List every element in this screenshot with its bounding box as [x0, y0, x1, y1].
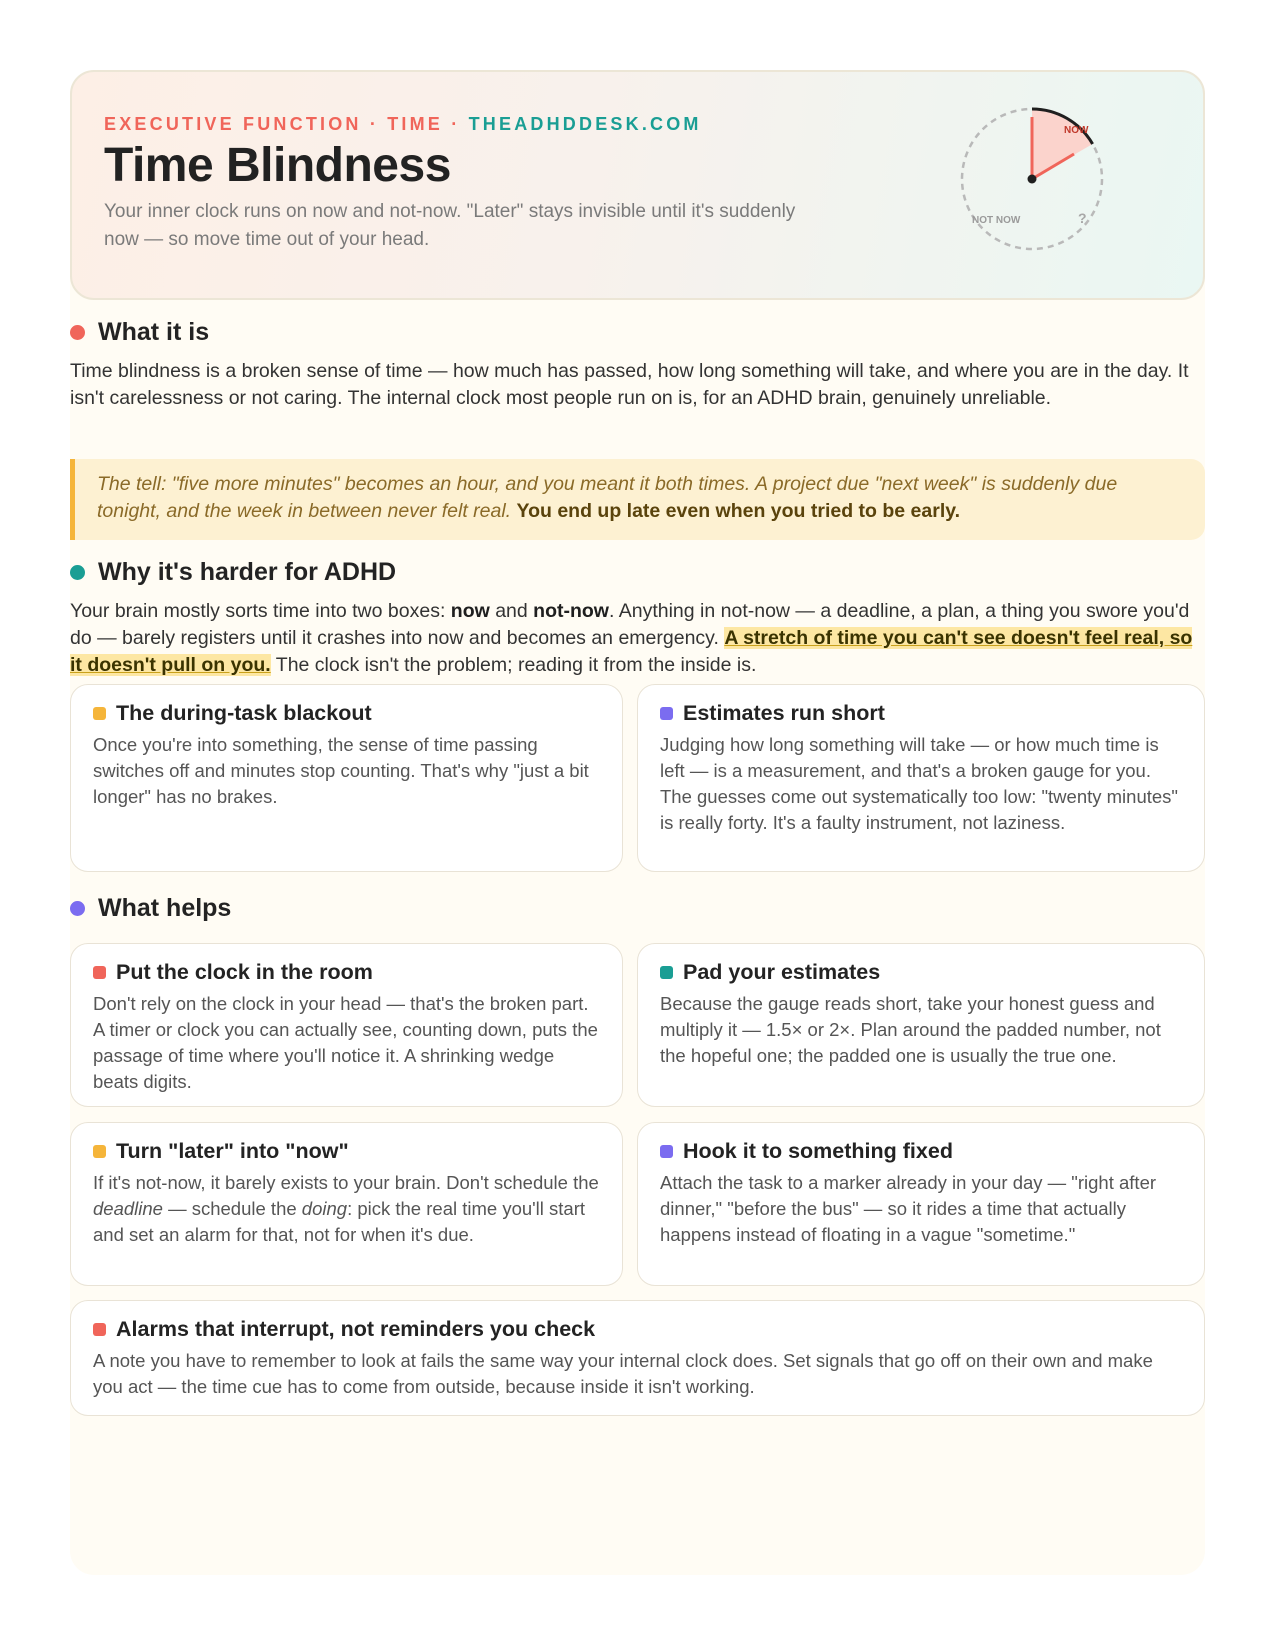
kicker — [104, 114, 702, 135]
card-body-text: If it's not-now, it barely exists to your brain. Don't schedule the — [93, 1172, 599, 1193]
why-bold-now: now — [450, 600, 490, 622]
callout-emphasis: You end up late even when you tried to be early. — [516, 500, 961, 522]
card-body: Attach the task to a marker already in your day — "right after dinner," "before the bus" — so it rides a time that actually happens instead of floating in a vague "sometime." — [660, 1172, 1157, 1245]
card-title: Pad your estimates — [683, 960, 881, 984]
card-body-text: — schedule the — [162, 1198, 302, 1219]
card-body-text: : pick the real time you'll start and set an alarm for that, not for when it's due. — [93, 1198, 586, 1245]
card-estimates-run-short — [637, 684, 1205, 872]
why-text: Your brain mostly sorts time into two boxes: — [70, 600, 451, 622]
card-title: Hook it to something fixed — [683, 1139, 953, 1163]
section-heading: What it is — [98, 318, 210, 346]
why-text: . Anything in not-now — a deadline, a plan, a thing you swore you'd do — barely registers until it crashes into now and becomes an emergency. — [70, 600, 1190, 649]
why-highlight: A stretch of time you can't see doesn't feel real, so it doesn't pull on you. — [70, 627, 1193, 676]
card-title: The during-task blackout — [116, 701, 372, 725]
why-text: The clock isn't the problem; reading it from the inside is. — [270, 654, 757, 676]
card-marker-icon — [660, 966, 673, 979]
page-subtitle: Your inner clock runs on now and not-now. "Later" stays invisible until it's suddenly now — so move time out of your head. — [104, 201, 796, 250]
card-title: Alarms that interrupt, not reminders you check — [116, 1317, 596, 1341]
section-what-it-is — [70, 318, 209, 347]
why-text: and — [489, 600, 534, 622]
card-body — [93, 1170, 600, 1248]
card-marker-icon — [93, 966, 106, 979]
section-dot-icon — [70, 565, 85, 580]
clock-now-label: NOW — [1064, 125, 1089, 136]
clock-illustration-icon — [932, 102, 1132, 272]
section-heading: Why it's harder for ADHD — [98, 558, 397, 586]
callout-the-tell — [70, 459, 1205, 540]
section-what-helps — [70, 894, 231, 923]
card-marker-icon — [660, 707, 673, 720]
kicker-site: THEADHDDESK.COM — [468, 114, 702, 134]
section-why-harder — [70, 558, 396, 587]
callout-text: The tell: "five more minutes" becomes an hour, and you meant it both times. A project due "next week" is suddenly due tonight, and the week in between never felt real. — [97, 473, 1118, 522]
card-body: Don't rely on the clock in your head — that's the broken part. A timer or clock you can actually see, counting down, puts the passage of time where you'll notice it. A shrinking wedge beats digits. — [93, 993, 598, 1092]
card-during-task-blackout — [70, 684, 623, 872]
section-dot-icon — [70, 325, 85, 340]
section-heading: What helps — [98, 894, 232, 922]
header-banner — [70, 70, 1205, 300]
what-it-is-body: Time blindness is a broken sense of time — how much has passed, how long something will take, and where you are in the day. It isn't carelessness or not caring. The internal clock most people run on is, for an ADHD brain, genuinely unreliable. — [70, 360, 1189, 409]
clock-question-label: ? — [1078, 210, 1087, 226]
card-pad-estimates — [637, 943, 1205, 1107]
why-body — [70, 598, 1205, 679]
card-body: Once you're into something, the sense of time passing switches off and minutes stop counting. That's why "just a bit longer" has no brakes. — [93, 734, 589, 807]
card-title: Estimates run short — [683, 701, 885, 725]
card-alarms-interrupt — [70, 1300, 1205, 1416]
why-bold-not-now: not-now — [533, 600, 609, 622]
card-body: Judging how long something will take — or how much time is left — is a measurement, and that's a broken gauge for you. The guesses come out systematically too low: "twenty minutes" is really forty. It's a faulty instrument, not laziness. — [660, 734, 1178, 833]
clock-not-now-label: NOT NOW — [972, 215, 1021, 226]
card-marker-icon — [93, 707, 106, 720]
page-title: Time Blindness — [104, 139, 451, 192]
card-title: Put the clock in the room — [116, 960, 373, 984]
card-body: Because the gauge reads short, take your honest guess and multiply it — 1.5× or 2×. Plan around the padded number, not the hopeful one; the padded one is usually the true one. — [660, 993, 1161, 1066]
card-marker-icon — [93, 1145, 106, 1158]
card-marker-icon — [93, 1323, 106, 1336]
card-clock-in-room — [70, 943, 623, 1107]
card-marker-icon — [660, 1145, 673, 1158]
card-hook-fixed — [637, 1122, 1205, 1286]
section-dot-icon — [70, 901, 85, 916]
card-body: A note you have to remember to look at fails the same way your internal clock does. Set signals that go off on their own and make you act — the time cue has to come from outside, because inside it isn't working. — [93, 1350, 1153, 1397]
card-later-into-now — [70, 1122, 623, 1286]
kicker-category: EXECUTIVE FUNCTION · TIME · — [104, 114, 469, 134]
card-title: Turn "later" into "now" — [116, 1139, 349, 1163]
card-body-emphasis: doing — [301, 1198, 348, 1219]
card-body-emphasis: deadline — [93, 1198, 163, 1219]
